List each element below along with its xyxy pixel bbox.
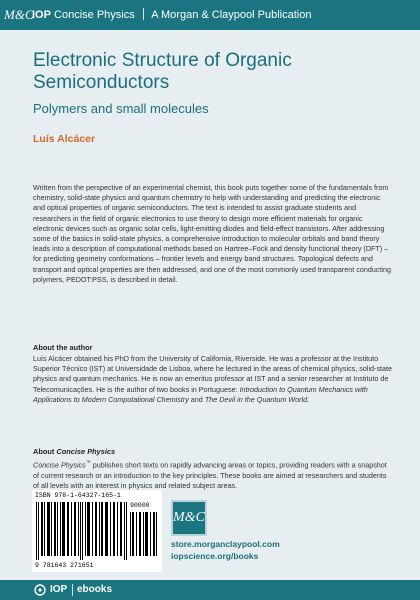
footer-banner bbox=[0, 580, 420, 600]
about-series-body: publishes short texts on rapidly advancing areas or topics, providing readers with a snapshot of current research or an introduction to the key principles. These books are aimed at researchers and students of all levels with an interest in physics and related subject areas. bbox=[33, 460, 387, 490]
series-line bbox=[32, 8, 311, 21]
conjunction: and bbox=[188, 394, 205, 404]
about-series-heading bbox=[33, 447, 115, 456]
morgan-claypool-badge-logo bbox=[171, 500, 207, 536]
barcode-number: 9 781643 271651 bbox=[35, 562, 94, 569]
publisher-name: A Morgan & Claypool Publication bbox=[151, 9, 312, 21]
store-url[interactable]: store.morganclaypool.com bbox=[171, 539, 280, 549]
isbn-barcode bbox=[32, 490, 162, 572]
top-banner bbox=[0, 0, 420, 30]
period: . bbox=[307, 394, 310, 404]
about-author-main: Luís Alcácer obtained his PhD from the University of California, Riverside. He was a professor at the Instituto Superior Técnico (IST) at Universidade de Lisboa, where he lectured in the areas of chemical physics, solid-state physics and quantum mechanics. He is now an emeritus professor at IST and a senior researcher at Instituto de Telecomunicações. He is the author of two books in Portuguese: bbox=[33, 354, 393, 394]
about-prefix: About bbox=[33, 447, 57, 456]
about-author-text bbox=[33, 354, 393, 405]
iopscience-url[interactable]: iopscience.org/books bbox=[171, 551, 259, 561]
series-name: Concise Physics bbox=[54, 9, 135, 21]
badge-text: M&C bbox=[173, 510, 205, 525]
trademark: ™ bbox=[85, 460, 91, 466]
iop-logo-icon bbox=[33, 584, 47, 596]
morgan-claypool-logo: M&C bbox=[4, 7, 34, 22]
series-name-italic: Concise Physics bbox=[33, 460, 86, 470]
book-two-title: The Devil in the Quantum World bbox=[204, 394, 308, 404]
about-series-name: Concise Physics bbox=[56, 447, 116, 456]
book-one-title: Introduction to Quantum Mechanics with Applications to Modern Computational Chemistry bbox=[33, 384, 368, 404]
ebooks-label: ebooks bbox=[77, 584, 113, 595]
price-code: 90000 bbox=[130, 502, 150, 509]
iop-label: IOP bbox=[50, 584, 68, 595]
divider bbox=[143, 8, 144, 20]
isbn-text: ISBN 978-1-64327-165-1 bbox=[35, 492, 121, 499]
barcode-bars bbox=[36, 502, 128, 560]
about-series-text bbox=[33, 458, 393, 491]
book-description: Written from the perspective of an experimental chemist, this book puts together some of the fundamentals from chemistry, solid-state physics and quantum chemistry to help with understanding and predicting the electronic and optical properties of organic semiconductors. The text is intended to assist graduate students and researchers in the field of organic electronics to use theory to design more efficient materials for organic electronic devices such as organic solar cells, light-emitting diodes and field-effect transistors. After addressing some of the basics in solid-state physics, a comprehensive introduction to molecular orbitals and band theory leads into a description of computational methods based on Hartree–Fock and density functional theory (DFT) – for predicting geometry conformations – frontier levels and energy band structures. Topological defects and transport and optical properties are then addressed, and one of the most commonly used transparent conducting polymers, PEDOT:PSS, is described in detail. bbox=[33, 183, 391, 284]
book-author: Luís Alcácer bbox=[33, 133, 96, 145]
book-subtitle: Polymers and small molecules bbox=[33, 101, 209, 116]
addon-barcode-bars bbox=[130, 512, 158, 556]
iop-imprint: IOP bbox=[32, 9, 51, 21]
book-title: Electronic Structure of Organic Semiconductors bbox=[33, 50, 292, 93]
about-author-heading: About the author bbox=[33, 343, 93, 352]
footer-divider bbox=[72, 584, 73, 596]
